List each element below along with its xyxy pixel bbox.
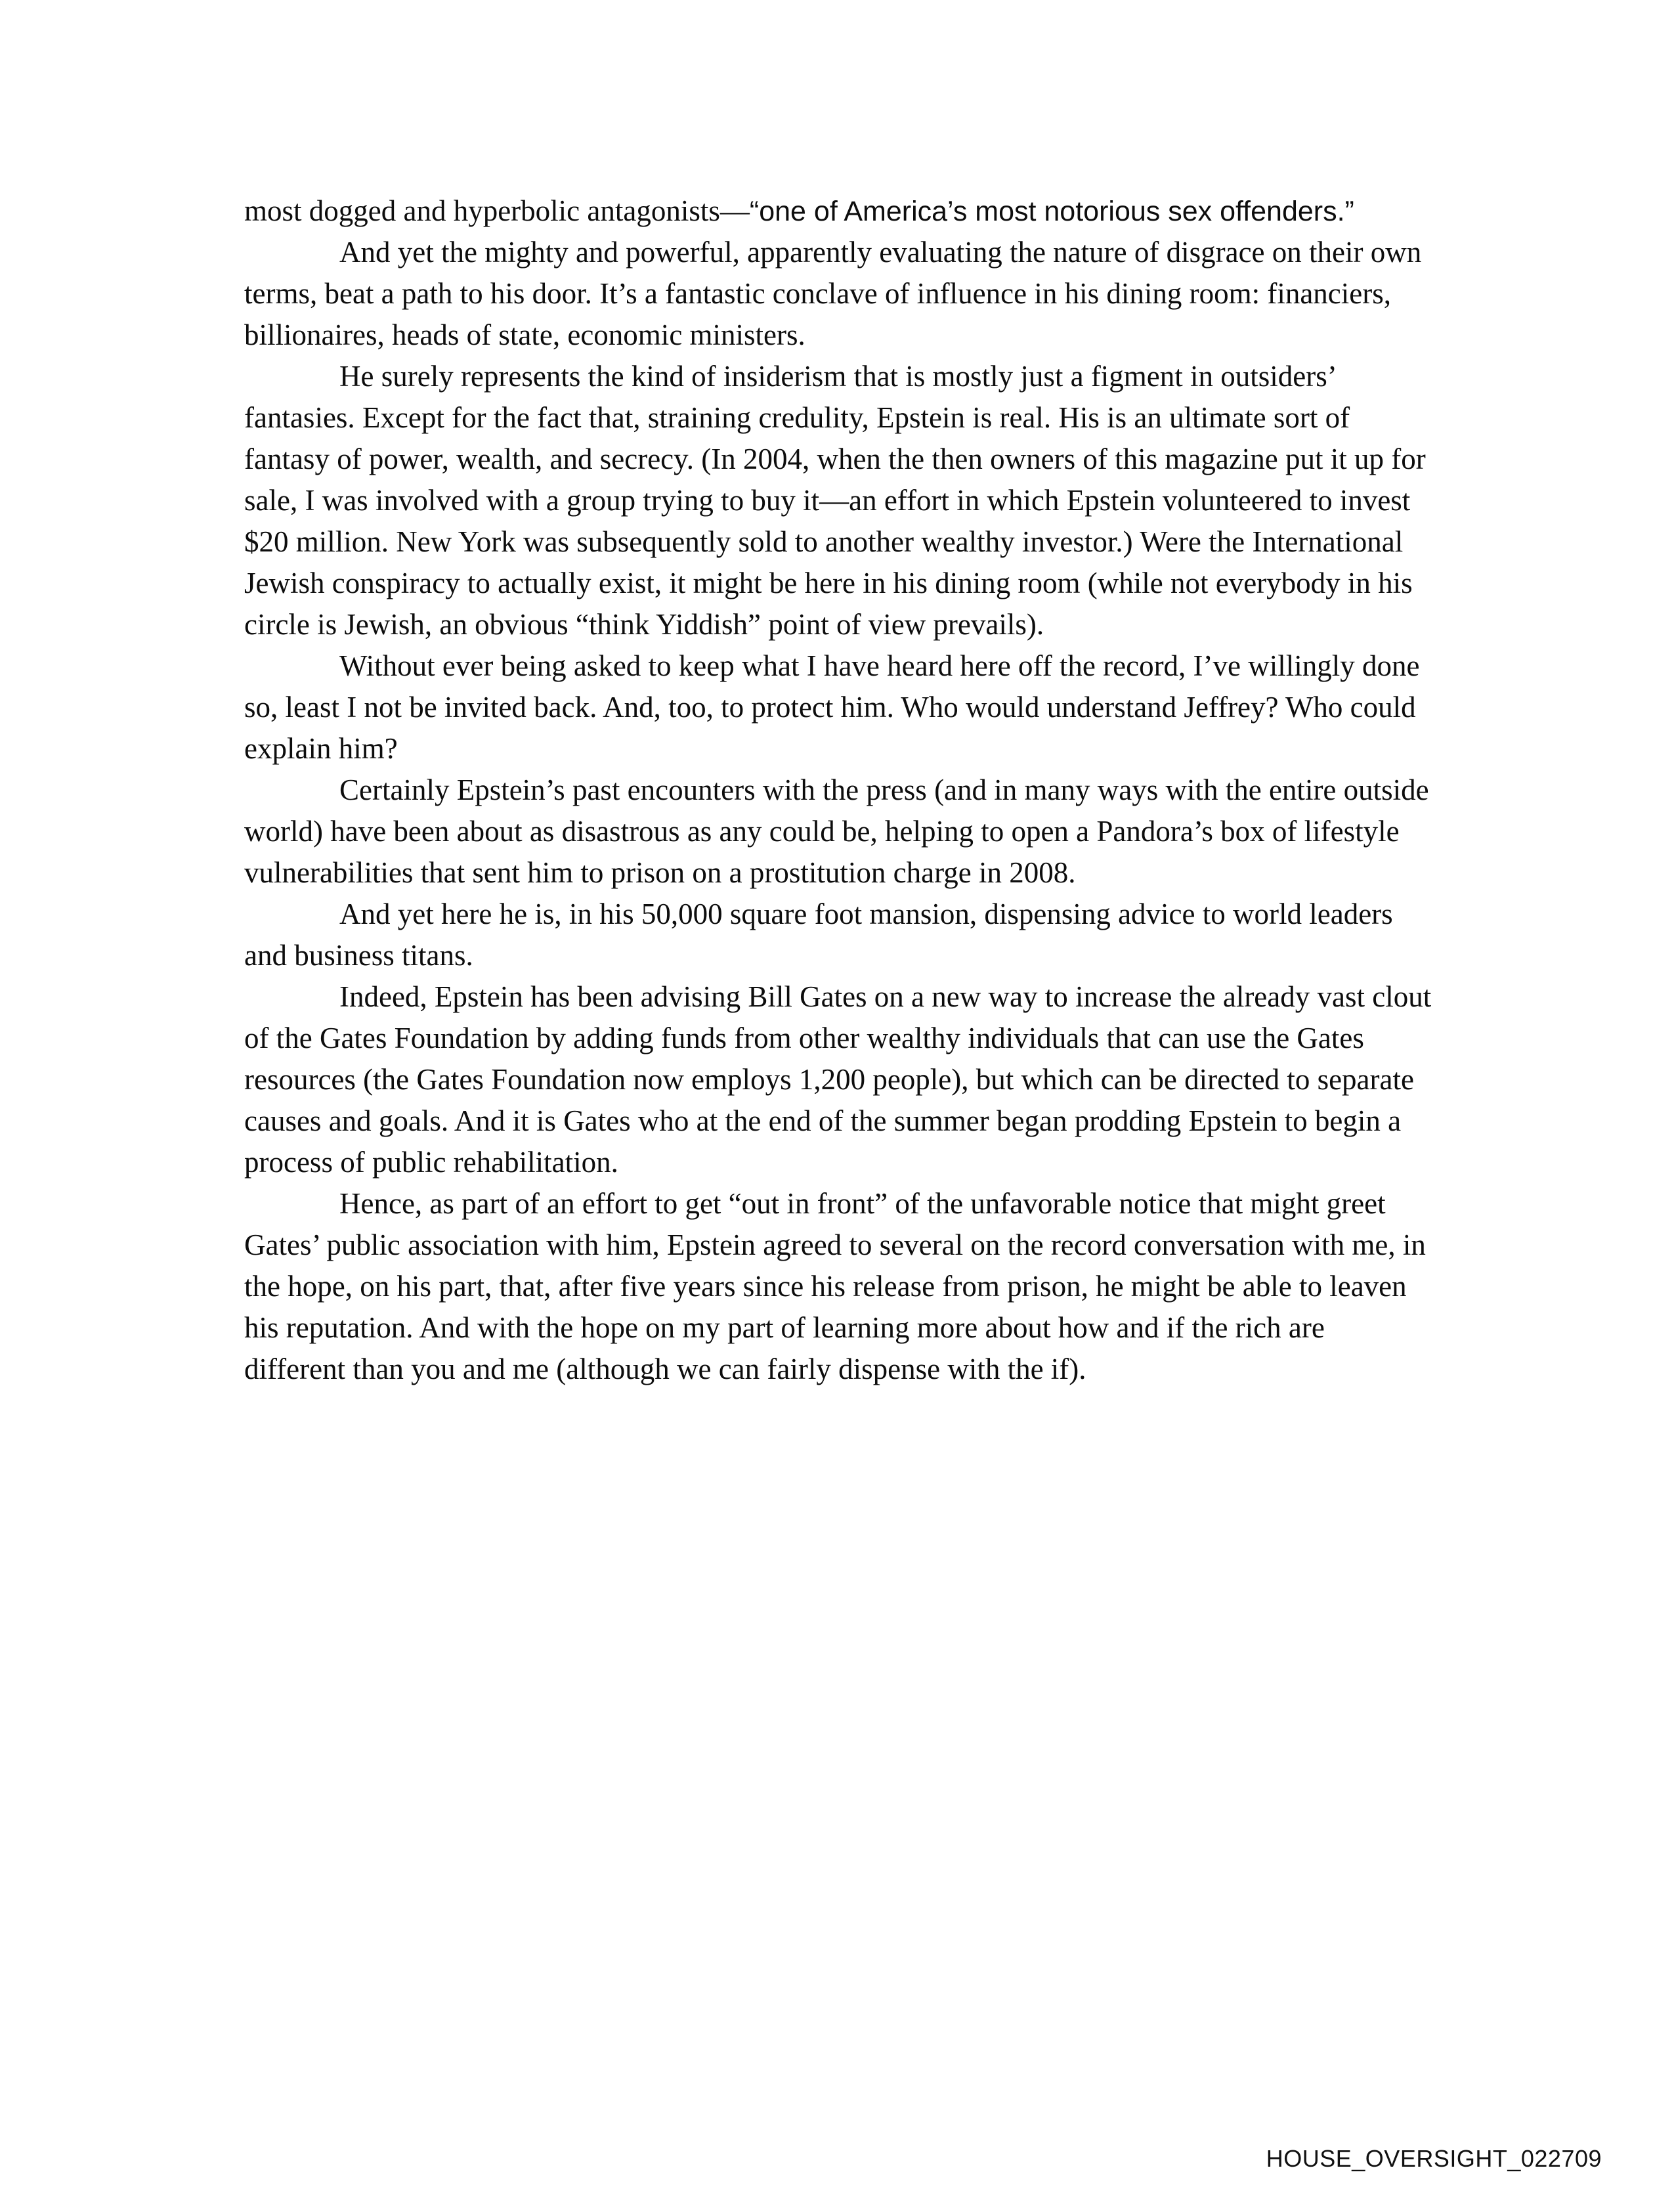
body-paragraph-4: Certainly Epstein’s past encounters with the press (and in many ways with the entire outside world) have been about as disastrous as any could be, helping to open a Pandora’s box of lifestyle vulnerabilities that sent him to prison on a prostitution charge in 2008. [244,773,1429,889]
body-paragraph-3: Without ever being asked to keep what I have heard here off the record, I’ve willingly done so, least I not be invited back. And, too, to protect him. Who would understand Jeffrey? Who could explain him? [244,649,1420,765]
opening-paragraph [244,190,1432,232]
page-body [244,190,1432,1390]
opening-serif-text: most dogged and hyperbolic antagonists— [244,194,750,227]
body-paragraph-5: And yet here he is, in his 50,000 square foot mansion, dispensing advice to world leaders and business titans. [244,898,1393,972]
opening-quoted-text: “one of America’s most notorious sex offenders.” [749,196,1354,227]
body-paragraph-2: He surely represents the kind of insiderism that is mostly just a figment in outsiders’ fantasies. Except for the fact that, straining credulity, Epstein is real. His is an ultimate sort of fantasy of power, wealth, and secrecy. (In 2004, when the then owners of this magazine put it up for sale, I was involved with a group trying to buy it—an effort in which Epstein volunteered to invest $20 million. New York was subsequently sold to another wealthy investor.) Were the International Jewish conspiracy to actually exist, it might be here in his dining room (while not everybody in his circle is Jewish, an obvious “think Yiddish” point of view prevails). [244,360,1426,641]
body-paragraph-1: And yet the mighty and powerful, apparently evaluating the nature of disgrace on their own terms, beat a path to his door. It’s a fantastic conclave of influence in his dining room: financiers, billionaires, heads of state, economic ministers. [244,236,1422,351]
body-paragraph-6: Indeed, Epstein has been advising Bill Gates on a new way to increase the already vast clout of the Gates Foundation by adding funds from other wealthy individuals that can use the Gates resources (the Gates Foundation now employs 1,200 people), but which can be directed to separate causes and goals. And it is Gates who at the end of the summer began prodding Epstein to begin a process of public rehabilitation. [244,980,1432,1179]
body-paragraph-7: Hence, as part of an effort to get “out in front” of the unfavorable notice that might greet Gates’ public association with him, Epstein agreed to several on the record conversation with me, in the hope, on his part, that, after five years since his release from prison, he might be able to leaven his reputation. And with the hope on my part of learning more about how and if the rich are different than you and me (although we can fairly dispense with the if). [244,1187,1426,1385]
bates-stamp: HOUSE_OVERSIGHT_022709 [1266,2145,1602,2172]
